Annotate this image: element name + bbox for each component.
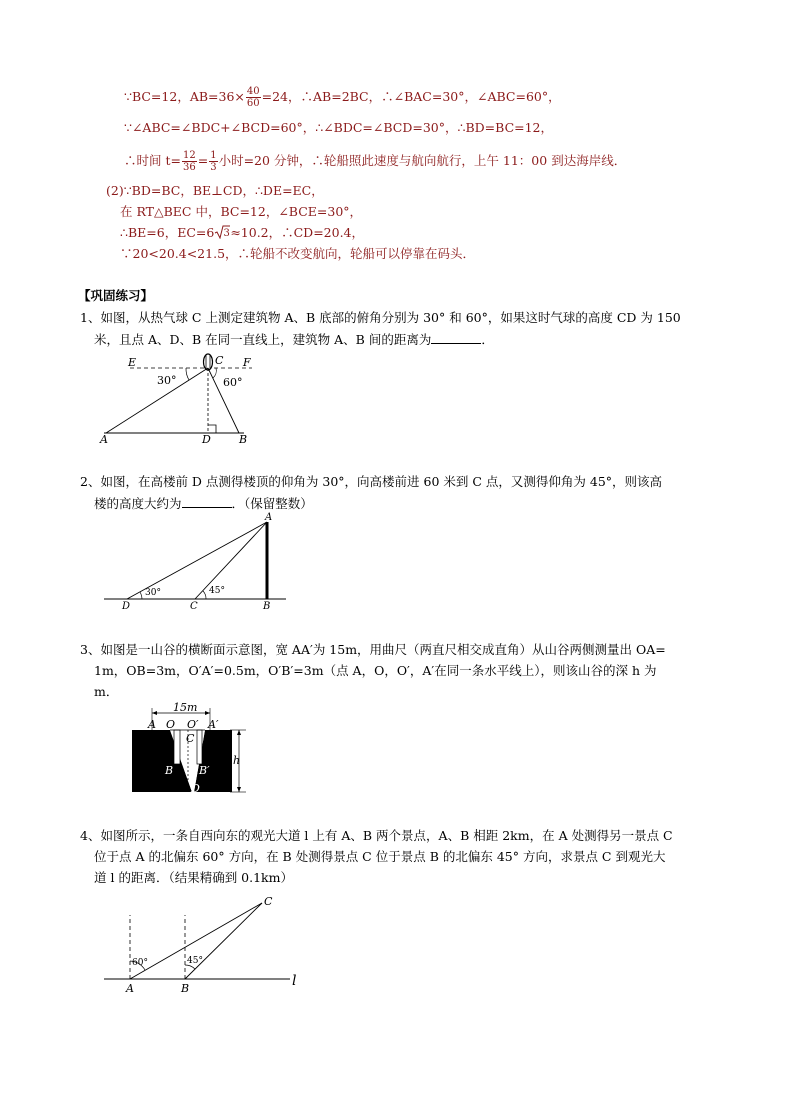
label-b: B <box>239 433 248 446</box>
q3-line-3: m． <box>94 684 119 699</box>
angle-45: 45° <box>187 956 203 966</box>
label-b-prime: B′ <box>199 764 210 777</box>
label-h: h <box>233 754 241 767</box>
ruler-ob <box>174 730 180 764</box>
solution-line-6 <box>120 225 364 241</box>
label-c: C <box>264 895 273 908</box>
solution-line-4: (2)∵BD=BC，BE⊥CD，∴DE=EC， <box>106 183 324 198</box>
answer-blank <box>182 495 232 508</box>
solution-text: 小时=20 分钟，∴轮船照此速度与航向航行，上午 11：00 到达海岸线． <box>218 153 627 168</box>
q2-figure <box>100 512 290 612</box>
q2-line-2 <box>94 495 313 512</box>
label-o-prime: O′ <box>187 718 199 731</box>
answer-blank <box>431 331 481 344</box>
solution-line-7: ∵20<20.4<21.5，∴轮船不改变航向，轮船可以停靠在码头． <box>120 246 476 261</box>
q3-line-1: 3、如图是一山谷的横断面示意图，宽 AA′为 15m，用曲尺（两直尺相交成直角）从山谷两侧测量出 OA= <box>80 642 666 657</box>
section-title: 【巩固练习】 <box>78 288 154 303</box>
q1-line-1: 1、如图，从热气球 C 上测定建筑物 A、B 底部的俯角分别为 30° 和 60°，如果这时气球的高度 CD 为 150 <box>80 310 681 325</box>
q4-line-1: 4、如图所示，一条自西向东的观光大道 l 上有 A、B 两个景点，A、B 相距 2km，在 A 处测得另一景点 C <box>80 828 673 843</box>
solution-text: ∴时间 t= <box>124 153 181 168</box>
right-angle-mark <box>208 425 216 433</box>
fraction-denominator: 36 <box>182 162 196 173</box>
q3-line-2: 1m，OB=3m，O′A′=0.5m，O′B′=3m（点 A，O，O′，A′在同一条水平线上），则该山谷的深 h 为 <box>94 663 657 678</box>
fraction-numerator: 1 <box>210 150 217 161</box>
label-f: F <box>243 356 251 369</box>
solution-text: =24，∴AB=2BC，∴∠BAC=30°，∠ABC=60°， <box>261 89 561 104</box>
q4-figure <box>100 895 300 995</box>
label-o: O <box>166 718 176 731</box>
solution-line-2: ∵∠ABC=∠BDC+∠BCD=60°，∴∠BDC=∠BCD=30°，∴BD=BC=12， <box>124 120 554 135</box>
fraction-numerator: 40 <box>246 86 260 97</box>
label-a: A <box>265 512 273 523</box>
solution-text: ≈10.2，∴CD=20.4， <box>230 225 365 240</box>
q4-line-3: 道 l 的距离．（结果精确到 0.1km） <box>94 870 293 885</box>
sqrt3-symbol <box>214 225 230 239</box>
solution-text: ∵BC=12，AB=36× <box>124 89 245 104</box>
label-d: D <box>122 601 131 612</box>
label-b: B <box>263 601 271 612</box>
fraction-denominator: 60 <box>246 98 260 109</box>
q4-line-2: 位于点 A 的北偏东 60° 方向，在 B 处测得景点 C 位于景点 B 的北偏东 45° 方向，求景点 C 到观光大 <box>94 849 666 864</box>
q1-line-2 <box>94 331 494 348</box>
ruler-o2b2 <box>197 730 202 764</box>
label-a-prime: A′ <box>208 718 219 731</box>
fraction-denominator: 3 <box>210 162 217 173</box>
label-d: D <box>191 782 200 795</box>
q2-text: ．（保留整数） <box>231 496 313 511</box>
angle-30: 30° <box>157 374 177 387</box>
label-c: C <box>186 732 195 745</box>
fraction-numerator: 12 <box>182 150 196 161</box>
line-ca <box>195 522 267 599</box>
svg-text:3: 3 <box>223 228 231 239</box>
label-d: D <box>202 433 211 446</box>
label-b: B <box>165 764 174 777</box>
fraction <box>182 150 197 173</box>
q3-figure <box>130 700 250 800</box>
fraction <box>209 150 217 173</box>
q1-text: ． <box>481 332 494 347</box>
solution-line-5: 在 RT△BEC 中，BC=12，∠BCE=30°， <box>120 204 363 219</box>
angle-60: 60° <box>223 376 243 389</box>
solution-text: ∴BE=6，EC=6 <box>120 225 215 240</box>
label-a: A <box>126 982 134 995</box>
label-b: B <box>181 982 190 995</box>
label-l: l <box>292 973 297 989</box>
angle-60: 60° <box>132 958 148 968</box>
fraction <box>246 86 261 109</box>
q2-line-1: 2、如图，在高楼前 D 点测得楼顶的仰角为 30°，向高楼前进 60 米到 C 点，又测得仰角为 45°，则该高 <box>80 474 663 489</box>
angle-45: 45° <box>209 586 225 596</box>
label-width: 15m <box>173 701 198 714</box>
q2-text: 楼的高度大约为 <box>94 496 182 511</box>
label-c: C <box>190 601 198 612</box>
q1-figure <box>96 350 276 446</box>
q1-text: 米，且点 A、D、B 在同一直线上，建筑物 A、B 间的距离为 <box>94 332 432 347</box>
label-a: A <box>100 433 108 446</box>
label-a: A <box>148 718 156 731</box>
solution-line-3 <box>124 150 626 173</box>
label-e: E <box>128 356 137 369</box>
solution-line-1 <box>124 86 561 109</box>
angle-30: 30° <box>145 588 161 598</box>
balloon-icon <box>204 354 213 370</box>
solution-text: = <box>197 153 209 168</box>
label-c: C <box>215 354 224 367</box>
